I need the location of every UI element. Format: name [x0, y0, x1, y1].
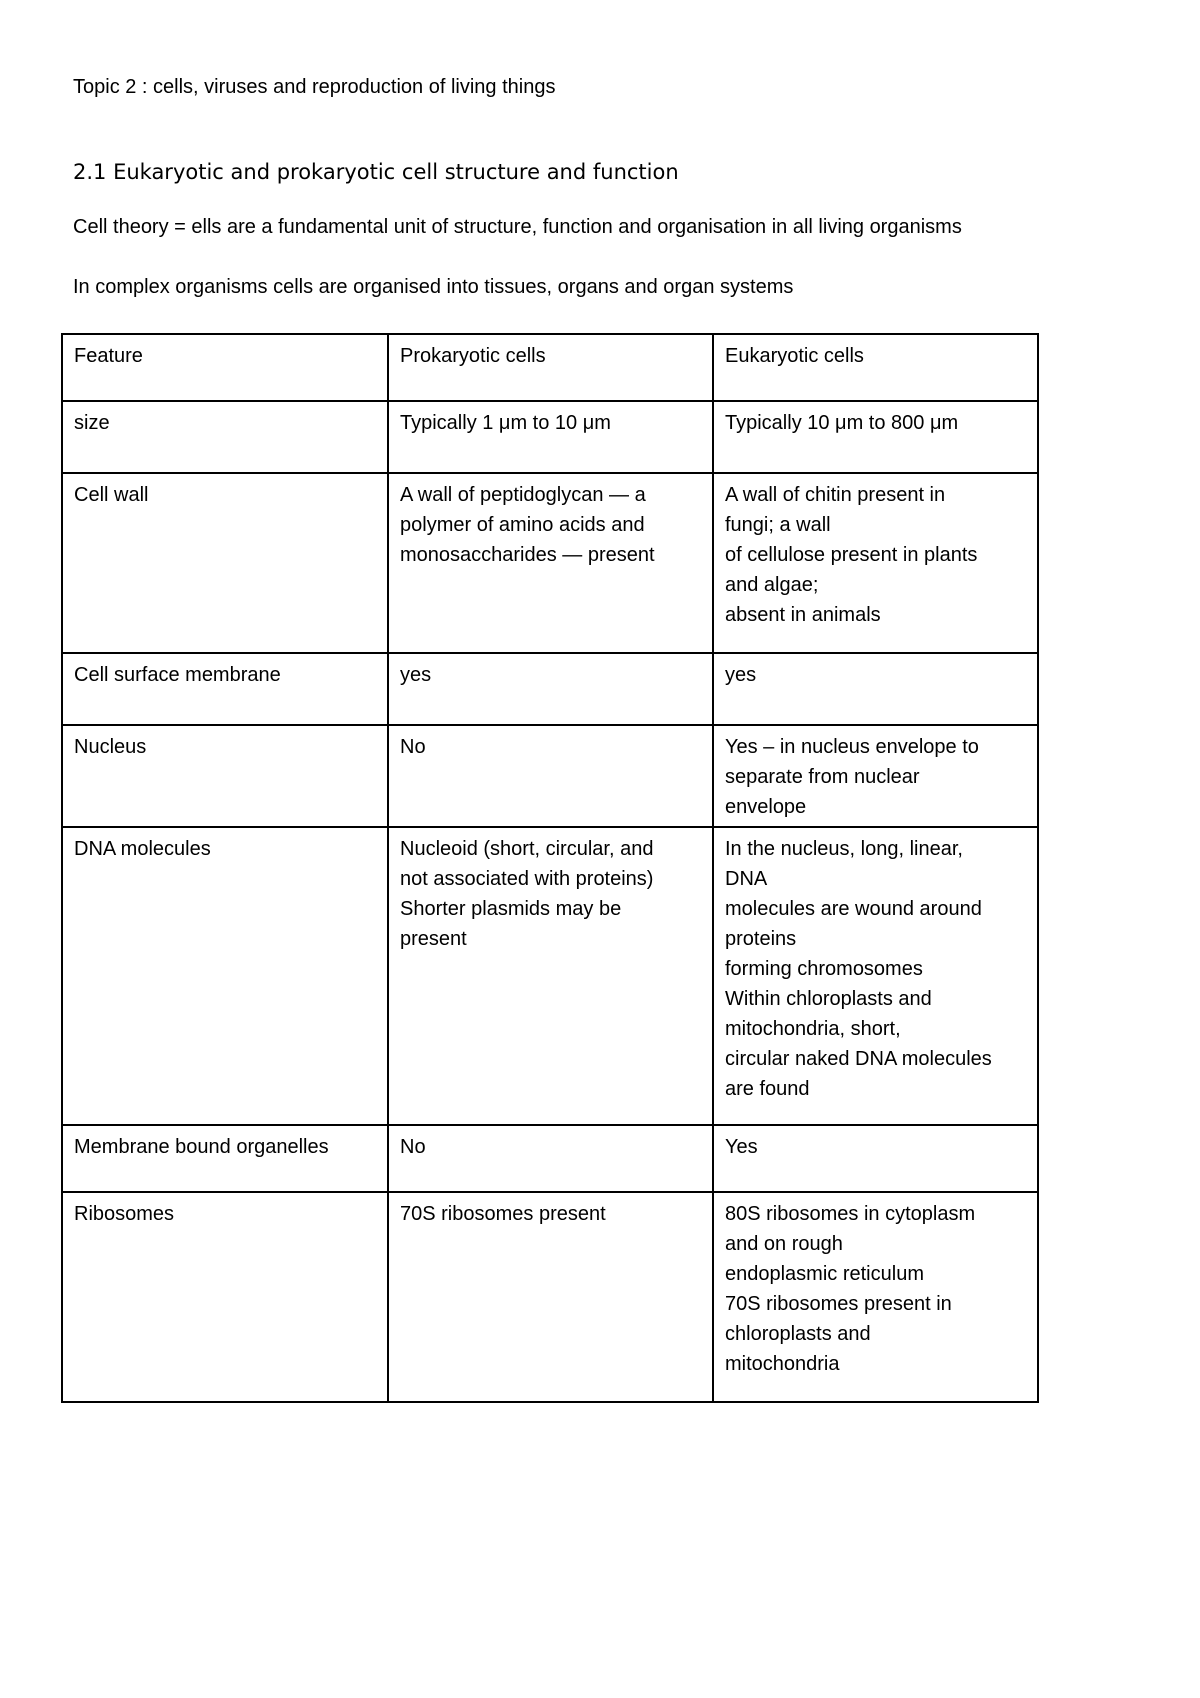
- table-row: [62, 473, 1038, 653]
- feature-cell: Membrane bound organelles: [62, 1125, 388, 1192]
- prokaryotic-cell: No: [388, 725, 713, 827]
- feature-cell: Cell wall: [62, 473, 388, 653]
- table-row: [62, 1125, 1038, 1192]
- feature-cell: Cell surface membrane: [62, 653, 388, 725]
- table-row: [62, 653, 1038, 725]
- comparison-table: [61, 333, 1039, 1403]
- table-row: [62, 1192, 1038, 1402]
- table-row: [62, 725, 1038, 827]
- header-cell-eukaryotic: Eukaryotic cells: [713, 334, 1038, 401]
- topic-heading: Topic 2 : cells, viruses and reproduction of living things: [73, 76, 556, 98]
- header-cell-prokaryotic: Prokaryotic cells: [388, 334, 713, 401]
- table-row: [62, 827, 1038, 1125]
- prokaryotic-cell: No: [388, 1125, 713, 1192]
- eukaryotic-cell: yes: [713, 653, 1038, 725]
- prokaryotic-cell: A wall of peptidoglycan — a polymer of amino acids and monosaccharides — present: [388, 473, 713, 653]
- complex-organisms-text: In complex organisms cells are organised into tissues, organs and organ systems: [73, 276, 794, 298]
- eukaryotic-cell: Typically 10 μm to 800 μm: [713, 401, 1038, 473]
- eukaryotic-cell: In the nucleus, long, linear, DNA molecules are wound around proteins forming chromosomes Within chloroplasts and mitochondria, short, circular naked DNA molecules are found: [713, 827, 1038, 1125]
- header-cell-feature: Feature: [62, 334, 388, 401]
- table-header-row: [62, 334, 1038, 401]
- table-row: [62, 401, 1038, 473]
- feature-cell: Nucleus: [62, 725, 388, 827]
- eukaryotic-cell: A wall of chitin present in fungi; a wall of cellulose present in plants and algae; absent in animals: [713, 473, 1038, 653]
- cell-theory-text: Cell theory = ells are a fundamental unit of structure, function and organisation in all living organisms: [73, 216, 962, 238]
- prokaryotic-cell: Nucleoid (short, circular, and not associated with proteins) Shorter plasmids may be present: [388, 827, 713, 1125]
- feature-cell: Ribosomes: [62, 1192, 388, 1402]
- section-title: 2.1 Eukaryotic and prokaryotic cell structure and function: [73, 160, 679, 184]
- feature-cell: DNA molecules: [62, 827, 388, 1125]
- eukaryotic-cell: Yes: [713, 1125, 1038, 1192]
- eukaryotic-cell: Yes – in nucleus envelope to separate from nuclear envelope: [713, 725, 1038, 827]
- feature-cell: size: [62, 401, 388, 473]
- prokaryotic-cell: 70S ribosomes present: [388, 1192, 713, 1402]
- eukaryotic-cell: 80S ribosomes in cytoplasm and on rough endoplasmic reticulum 70S ribosomes present in chloroplasts and mitochondria: [713, 1192, 1038, 1402]
- prokaryotic-cell: Typically 1 μm to 10 μm: [388, 401, 713, 473]
- prokaryotic-cell: yes: [388, 653, 713, 725]
